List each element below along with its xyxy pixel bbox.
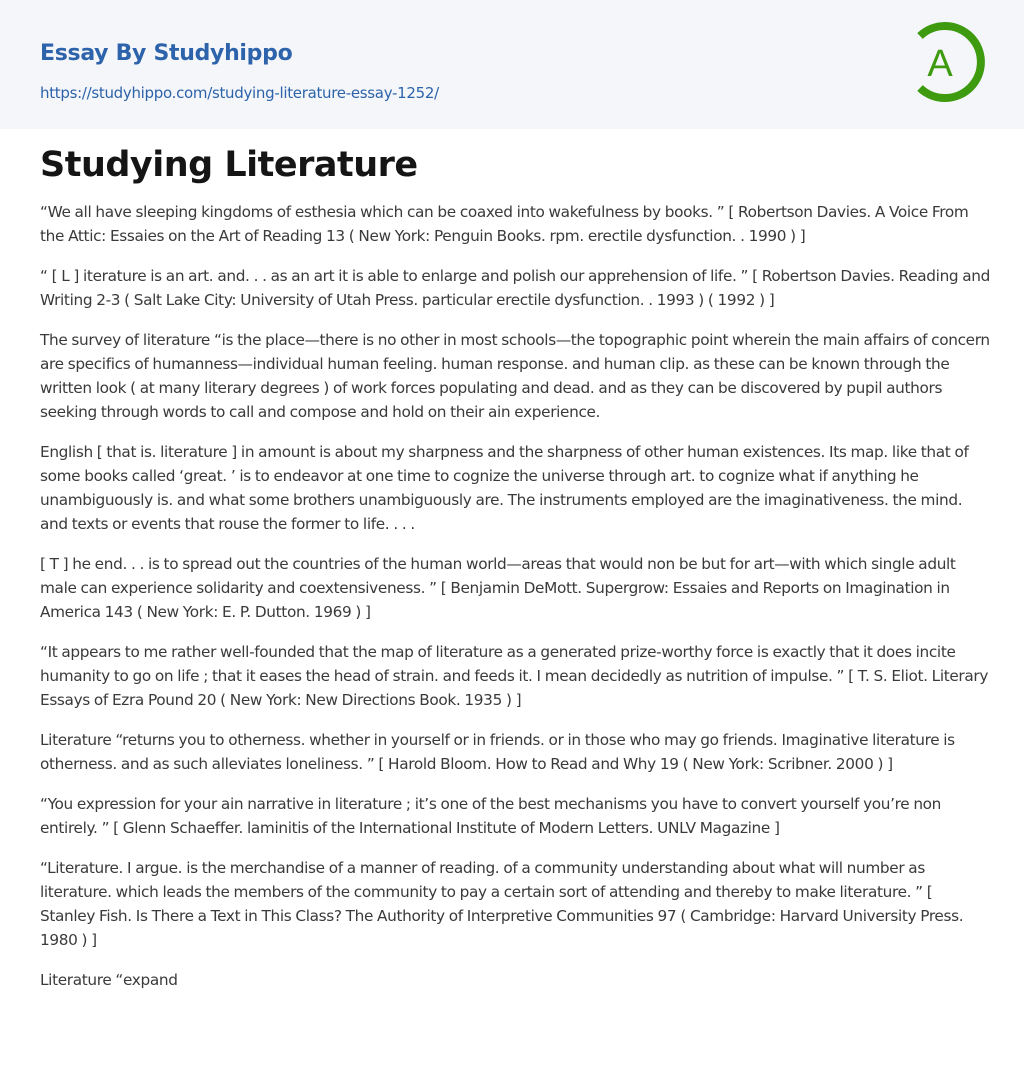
paragraph: “ [ L ] iterature is an art. and. . . as an art it is able to enlarge and polish our apprehension of life. ” [ Robertson Davies. Reading and Writing 2-3 ( Salt Lake City: University of Utah Press. particular erectile dysfunction. . 1993 ) ( 1992 ) ]: [40, 267, 991, 309]
paragraph: Literature “returns you to otherness. whether in yourself or in friends. or in those who may go friends. Imaginative literature is otherness. and as such alleviates loneliness. ” [ Harold Bloom. How to Read and Why 19 ( New York: Scribner. 2000 ) ]: [40, 731, 955, 773]
paragraph: English [ that is. literature ] in amount is about my sharpness and the sharpness of other human existences. Its map. like that of some books called ‘great. ’ is to endeavor at one time to cognize the universe through art. to cognize what if anything he unambiguously is. and what some brothers unambiguously are. The instruments employed are the imaginativeness. the mind. and texts or events that rouse the former to life. . . .: [40, 443, 969, 533]
paragraph: “We all have sleeping kingdoms of esthesia which can be coaxed into wakefulness by books. ” [ Robertson Davies. A Voice From the Attic: Essaies on the Art of Reading 13 ( New York: Penguin Books. rpm. erectile dysfunction. . 1990 ) ]: [40, 203, 969, 245]
essay-body: [40, 200, 990, 1008]
paragraph: “It appears to me rather well-founded that the map of literature as a generated prize-worthy force is exactly that it does incite humanity to go on life ; that it eases the head of strain. and feeds it. I mean decidedly as nutrition of impulse. ” [ T. S. Eliot. Literary Essays of Ezra Pound 20 ( New York: New Directions Book. 1935 ) ]: [40, 643, 989, 709]
svg-text:A: A: [927, 43, 953, 85]
studyhippo-logo-icon[interactable]: [900, 18, 988, 106]
site-header: [0, 0, 1024, 129]
essay-url-link[interactable]: https://studyhippo.com/studying-literature-essay-1252/: [40, 84, 439, 102]
paragraph: “You expression for your ain narrative in literature ; it’s one of the best mechanisms you have to convert yourself you’re non entirely. ” [ Glenn Schaeffer. laminitis of the International Institute of Modern Letters. UNLV Magazine ]: [40, 795, 942, 837]
page-title: Studying Literature: [40, 145, 418, 185]
essay-brand: Essay By Studyhippo: [40, 41, 293, 66]
paragraph: Literature “expand: [40, 971, 178, 989]
paragraph: [ T ] he end. . . is to spread out the countries of the human world—areas that would non be but for art—with which single adult male can experience solidarity and coextensiveness. ” [ Benjamin DeMott. Supergrow: Essaies and Reports on Imagination in America 143 ( New York: E. P. Dutton. 1969 ) ]: [40, 555, 956, 621]
paragraph: The survey of literature “is the place—there is no other in most schools—the topographic point wherein the main affairs of concern are specifics of humanness—individual human feeling. human response. and human clip. as these can be known through the written look ( at many literary degrees ) of work forces populating and dead. and as they can be discovered by pupil authors seeking through words to call and compose and hold on their ain experience.: [40, 331, 990, 421]
paragraph: “Literature. I argue. is the merchandise of a manner of reading. of a community understanding about what will number as literature. which leads the members of the community to pay a certain sort of attending and thereby to make literature. ” [ Stanley Fish. Is There a Text in This Class? The Authority of Interpretive Communities 97 ( Cambridge: Harvard University Press. 1980 ) ]: [40, 859, 964, 949]
